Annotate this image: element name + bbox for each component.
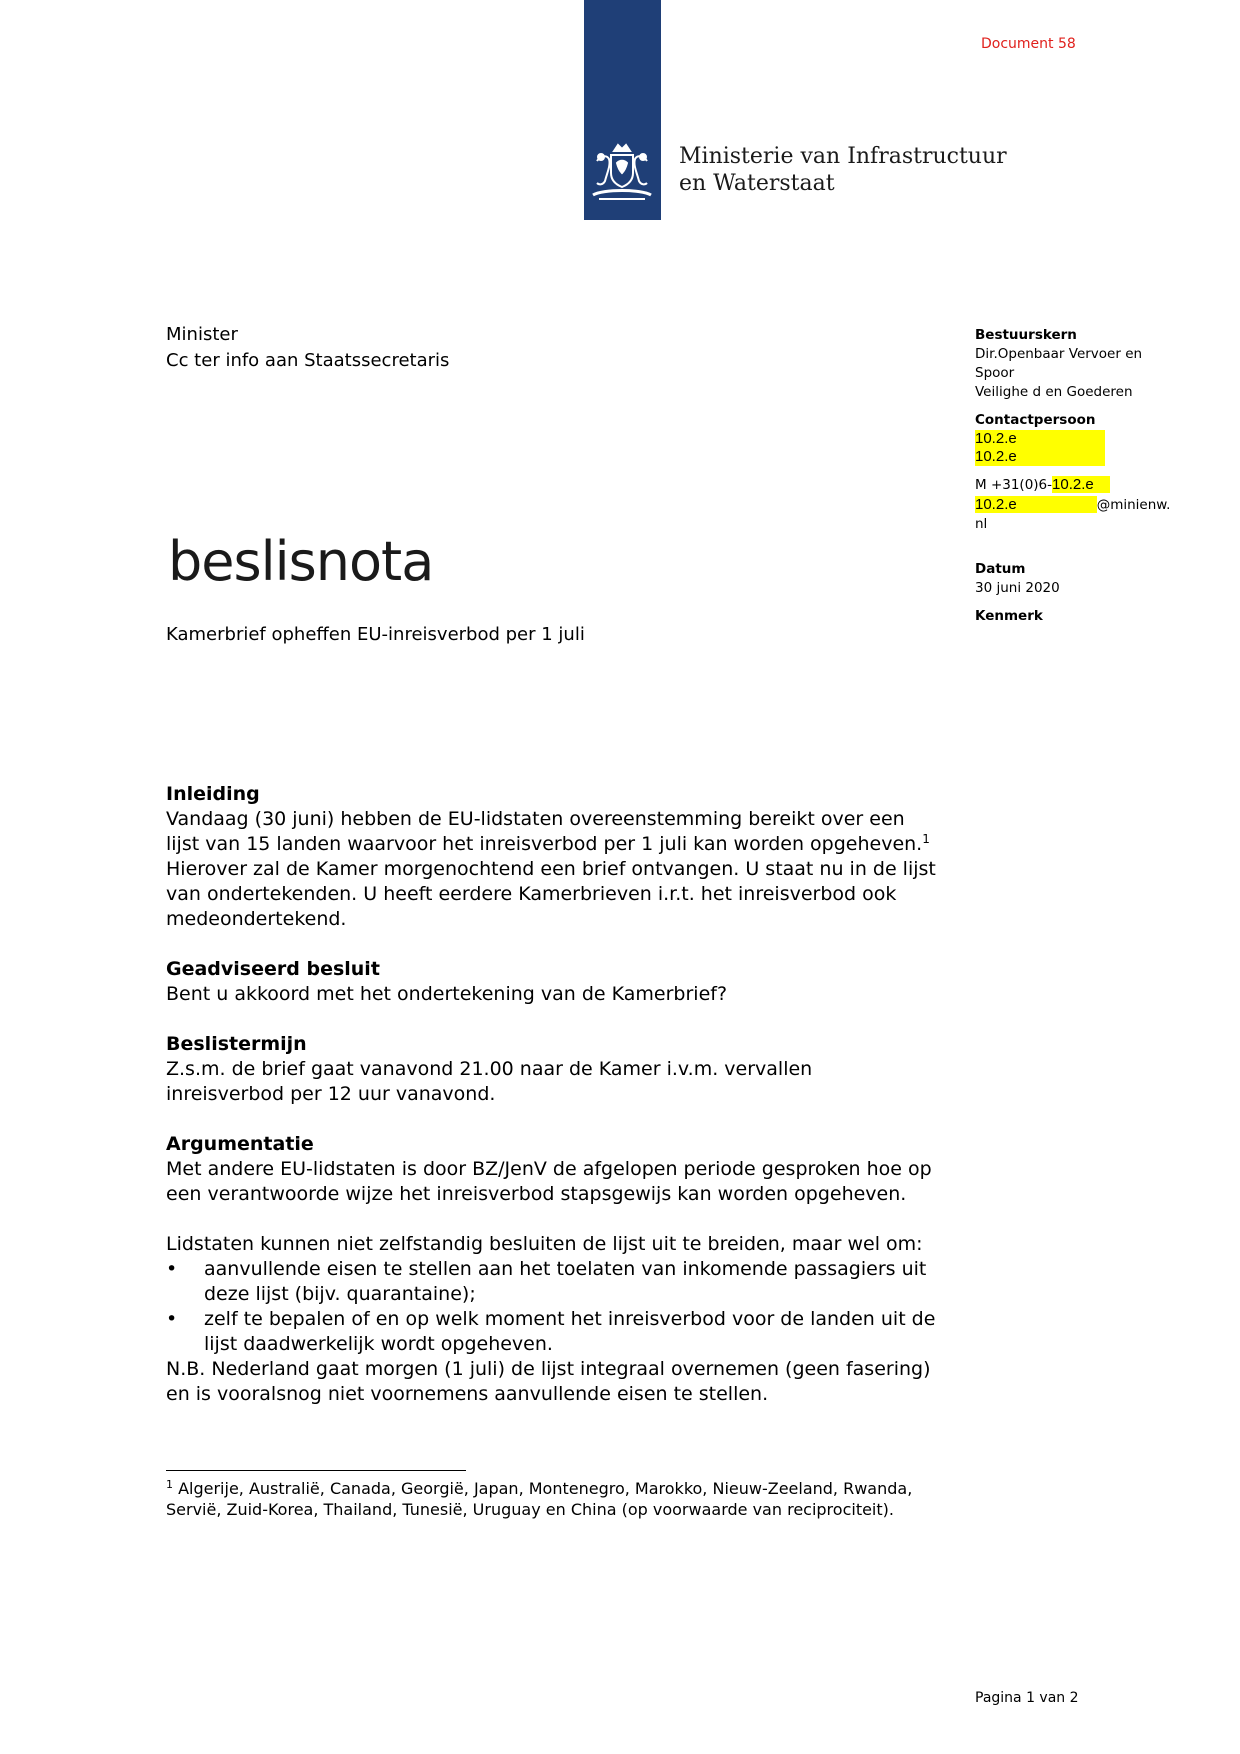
document-body: [166, 782, 936, 1407]
date-value: 30 juni 2020: [975, 580, 1060, 596]
deadline-heading: Beslistermijn: [166, 1033, 307, 1055]
email-tail: nl: [975, 516, 988, 532]
footnote: [166, 1478, 936, 1520]
reference-label: Kenmerk: [975, 608, 1043, 624]
ministry-name-line1: Ministerie van Infrastructuur: [679, 144, 1007, 169]
note-paragraph: N.B. Nederland gaat morgen (1 juli) de lijst integraal overnemen (geen fasering) en is vooralsnog niet voornemens aanvullende eisen te stellen.: [166, 1358, 931, 1405]
recipient-line1: Minister: [166, 324, 238, 345]
advice-paragraph: Bent u akkoord met het ondertekening van de Kamerbrief?: [166, 983, 728, 1005]
contact-name-redacted-1: 10.2.e: [975, 430, 1105, 448]
section-deadline: [166, 1032, 936, 1107]
sidebar-metadata: [975, 326, 1190, 626]
section-member-states: [166, 1232, 936, 1407]
section-advice: [166, 957, 936, 1007]
unit-line2: Spoor: [975, 365, 1015, 381]
advice-heading: Geadviseerd besluit: [166, 958, 380, 980]
argument-heading: Argumentatie: [166, 1133, 314, 1155]
bullet-list: [166, 1257, 936, 1357]
section-intro: [166, 782, 936, 932]
intro-text-a: Vandaag (30 juni) hebben de EU-lidstaten overeenstemming bereikt over een lijst van 15 landen waarvoor het inreisverbod per 1 juli kan worden opgeheven.: [166, 808, 923, 855]
email-suffix: @minienw.: [1096, 497, 1171, 513]
email-line: [975, 495, 1190, 515]
intro-paragraph: [166, 807, 936, 932]
footnote-divider: [166, 1470, 466, 1471]
date-label: Datum: [975, 561, 1026, 577]
intro-text-b: Hierover zal de Kamer morgenochtend een brief ontvangen. U staat nu in de lijst van ondertekenden. U heeft eerdere Kamerbrieven i.r.t. het inreisverbod ook medeondertekend.: [166, 858, 936, 930]
unit-line1: Dir.Openbaar Vervoer en: [975, 346, 1143, 362]
document-type-title: beslisnota: [168, 530, 434, 593]
footnote-marker: 1: [166, 1478, 173, 1491]
section-argument: [166, 1132, 936, 1207]
footnote-reference: 1: [922, 832, 930, 846]
unit-line3: Veilighe d en Goederen: [975, 384, 1133, 400]
deadline-paragraph: Z.s.m. de brief gaat vanavond 21.00 naar de Kamer i.v.m. vervallen inreisverbod per 12 uur vanavond.: [166, 1058, 813, 1105]
member-states-intro: Lidstaten kunnen niet zelfstandig besluiten de lijst uit te breiden, maar wel om:: [166, 1233, 923, 1255]
page-number: Pagina 1 van 2: [975, 1690, 1079, 1706]
email-redacted: 10.2.e: [975, 496, 1097, 513]
document-number: Document 58: [981, 36, 1076, 52]
argument-paragraph: Met andere EU-lidstaten is door BZ/JenV de afgelopen periode gesproken hoe op een verantwoorde wijze het inreisverbod stapsgewijs kan worden opgeheven.: [166, 1158, 932, 1205]
phone-prefix: M +31(0)6-: [975, 477, 1053, 493]
list-item: • aanvullende eisen te stellen aan het toelaten van inkomende passagiers uit deze lijst (bijv. quarantaine);: [204, 1257, 936, 1307]
intro-heading: Inleiding: [166, 783, 260, 805]
ministry-name: [679, 143, 1007, 197]
list-item: • zelf te bepalen of en op welk moment het inreisverbod voor de landen uit de lijst daadwerkelijk wordt opgeheven.: [204, 1307, 936, 1357]
unit-label: Bestuurskern: [975, 327, 1077, 343]
recipient-line2: Cc ter info aan Staatssecretaris: [166, 350, 450, 371]
phone-redacted: 10.2.e: [1052, 476, 1110, 493]
phone-line: [975, 475, 1190, 495]
contact-name-redacted-2: 10.2.e: [975, 448, 1105, 466]
document-subject: Kamerbrief opheffen EU-inreisverbod per 1 juli: [166, 624, 585, 645]
ministry-name-line2: en Waterstaat: [679, 171, 835, 196]
contact-label: Contactpersoon: [975, 412, 1096, 428]
footnote-text: Algerije, Australië, Canada, Georgië, Japan, Montenegro, Marokko, Nieuw-Zeeland, Rwanda, Servië, Zuid-Korea, Thailand, Tunesië, Uruguay en China (op voorwaarde van reciprociteit).: [166, 1479, 913, 1519]
royal-coat-of-arms-icon: [587, 137, 657, 207]
recipients: [166, 322, 449, 374]
